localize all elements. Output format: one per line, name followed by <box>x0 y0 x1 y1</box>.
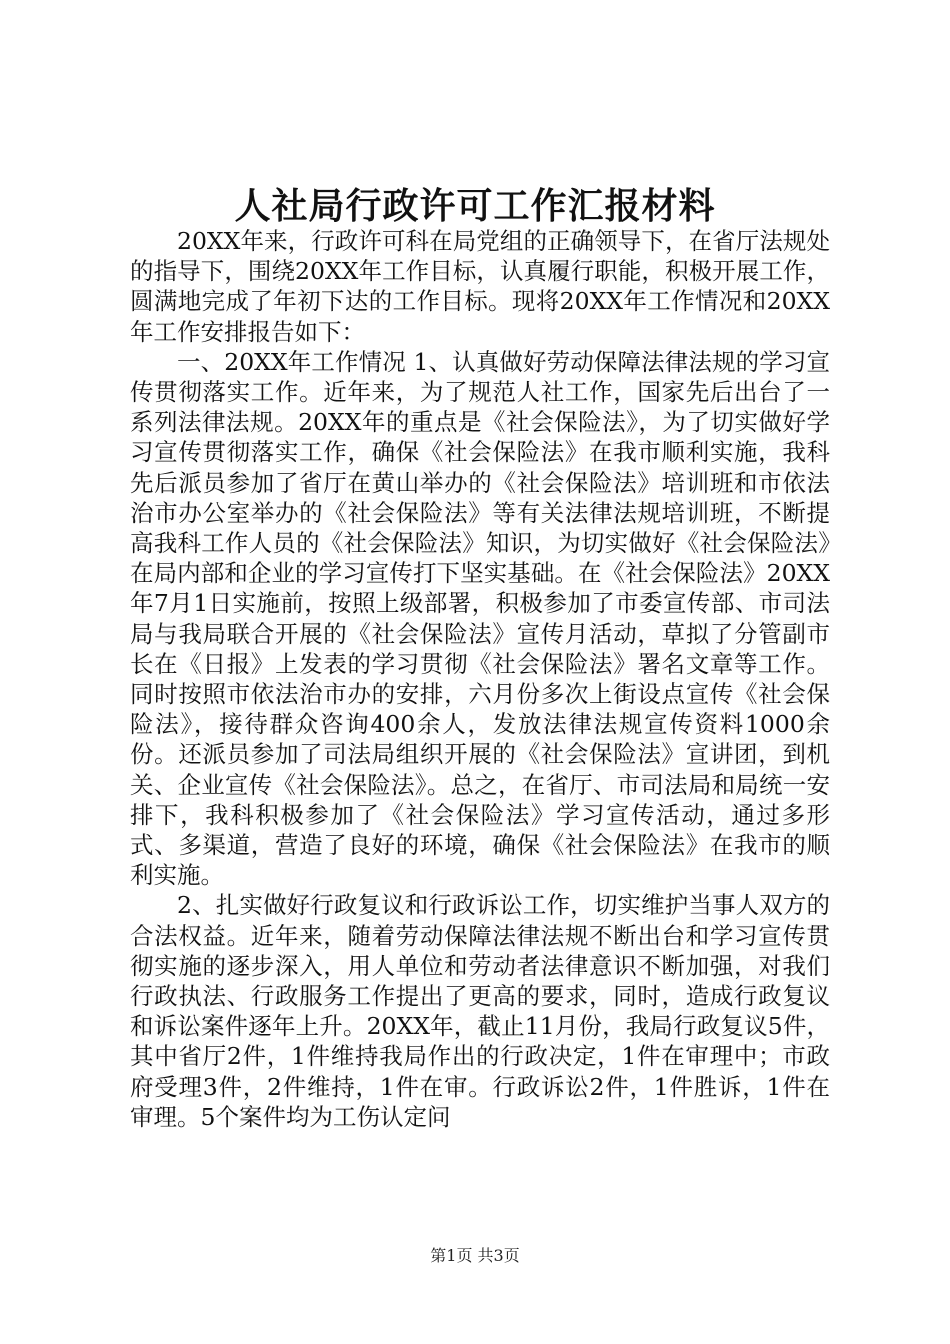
document-body <box>130 226 830 1132</box>
paragraph-intro: 20XX年来，行政许可科在局党组的正确领导下，在省厅法规处的指导下，围绕20XX年工作目标，认真履行职能，积极开展工作，圆满地完成了年初下达的工作目标。现将20XX年工作情况和20XX年工作安排报告如下： <box>130 227 830 346</box>
page-footer: 第1页 共3页 <box>430 1246 520 1265</box>
document-title: 人社局行政许可工作汇报材料 <box>234 185 716 227</box>
paragraph-section-1: 一、20XX年工作情况 1、认真做好劳动保障法律法规的学习宣传贯彻落实工作。近年来，为了规范人社工作，国家先后出台了一系列法律法规。20XX年的重点是《社会保险法》，为了切实做好学习宣传贯彻落实工作，确保《社会保险法》在我市顺利实施，我科先后派员参加了省厅在黄山举办的《社会保险法》培训班和市依法治市办公室举办的《社会保险法》等有关法律法规培训班，不断提高我科工作人员的《社会保险法》知识，为切实做好《社会保险法》在局内部和企业的学习宣传打下坚实基础。在《社会保险法》20XX年7月1日实施前，按照上级部署，积极参加了市委宣传部、市司法局与我局联合开展的《社会保险法》宣传月活动，草拟了分管副市长在《日报》上发表的学习贯彻《社会保险法》署名文章等工作。同时按照市依法治市办的安排，六月份多次上街设点宣传《社会保险法》，接待群众咨询400余人，发放法律法规宣传资料1000余份。还派员参加了司法局组织开展的《社会保险法》宣讲团，到机关、企业宣传《社会保险法》。总之，在省厅、市司法局和局统一安排下，我科积极参加了《社会保险法》学习宣传活动，通过多形式、多渠道，营造了良好的环境，确保《社会保险法》在我市的顺利实施。 <box>130 347 830 890</box>
paragraph-section-2: 2、扎实做好行政复议和行政诉讼工作，切实维护当事人双方的合法权益。近年来，随着劳动保障法律法规不断出台和学习宣传贯彻实施的逐步深入，用人单位和劳动者法律意识不断加强，对我们行政执法、行政服务工作提出了更高的要求，同时，造成行政复议和诉讼案件逐年上升。20XX年，截止11月份，我局行政复议5件，其中省厅2件，1件维持我局作出的行政决定，1件在审理中；市政府受理3件，2件维持，1件在审。行政诉讼2件，1件胜诉，1件在审理。5个案件均为工伤认定问 <box>130 891 830 1131</box>
